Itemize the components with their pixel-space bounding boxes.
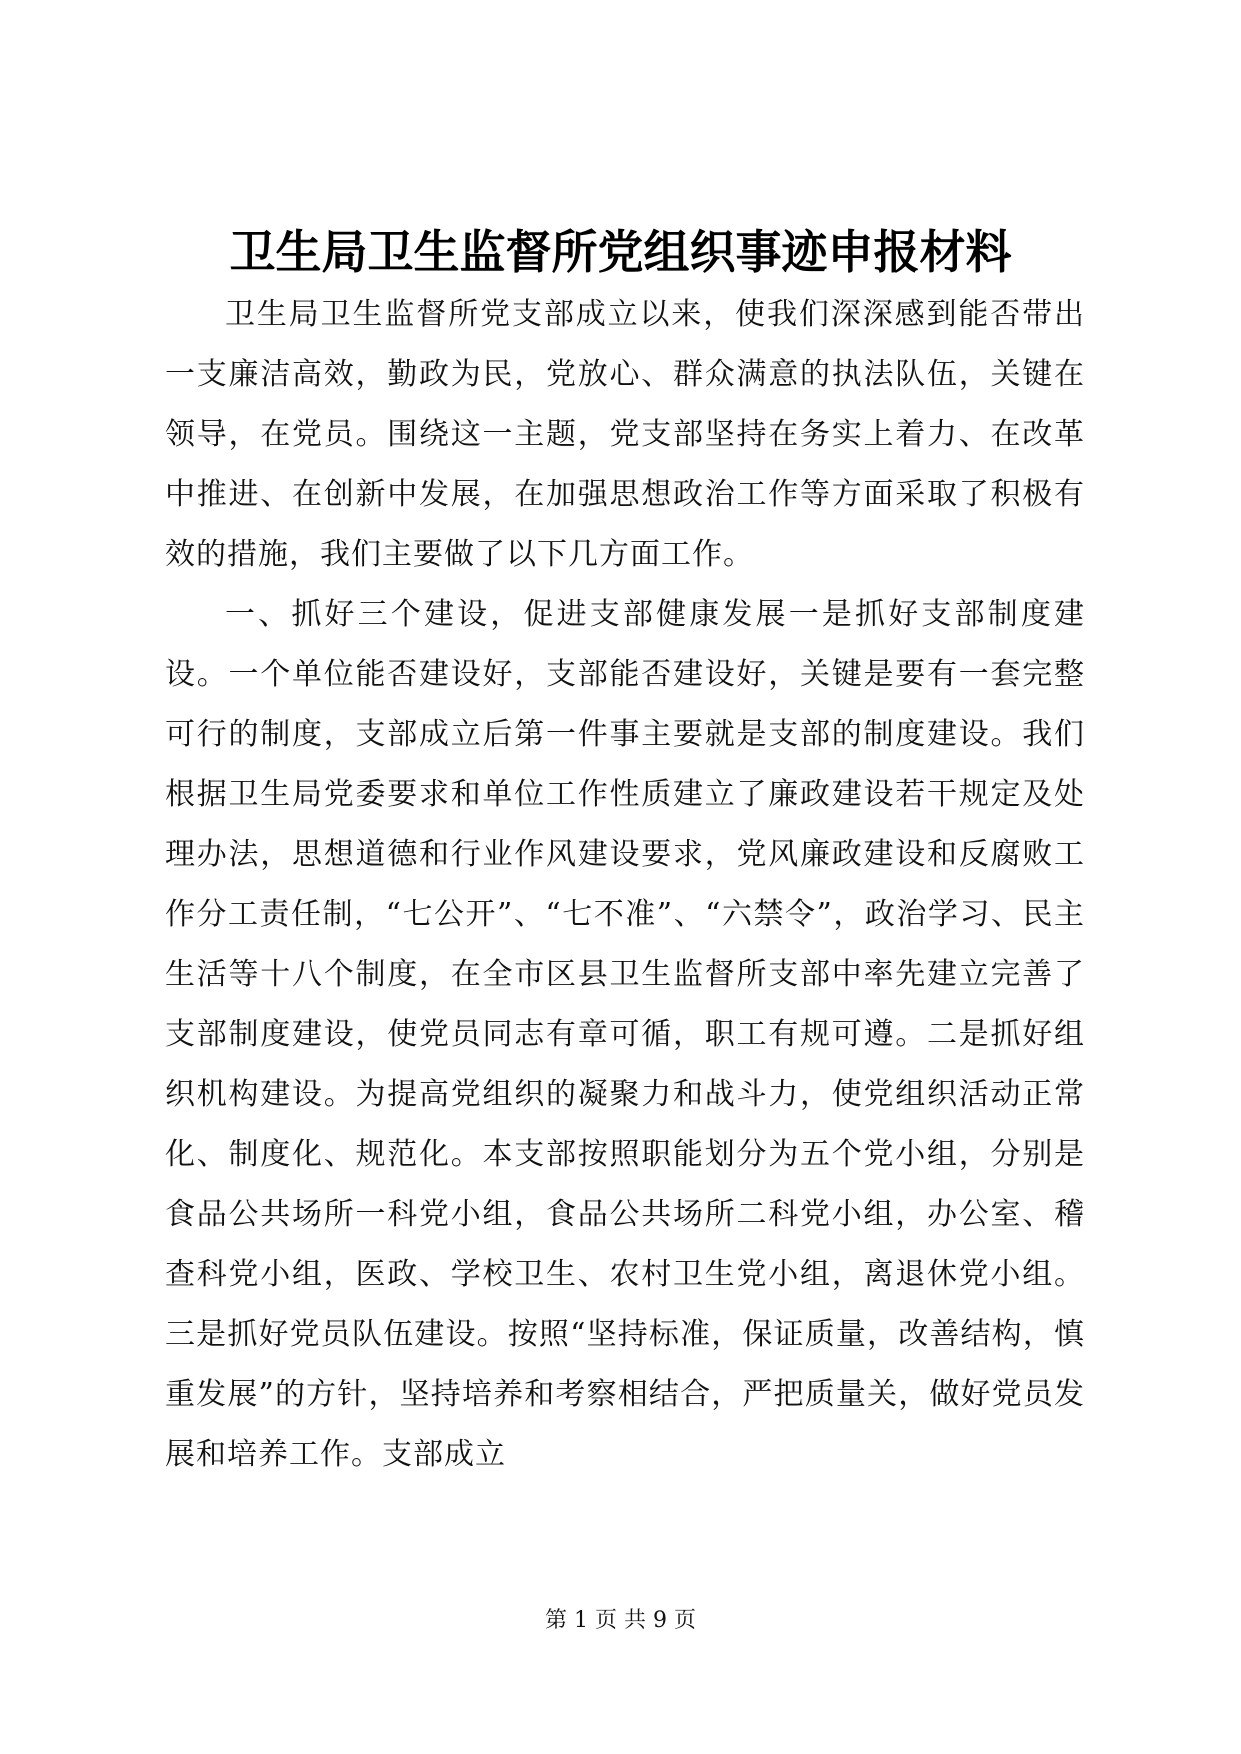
page-footer: 第 1 页 共 9 页 [545,1608,696,1633]
paragraph-intro: 卫生局卫生监督所党支部成立以来，使我们深深感到能否带出一支廉洁高效，勤政为民，党放心、群众满意的执法队伍，关键在领导，在党员。围绕这一主题，党支部坚持在务实上着力、在改革中推进、在创新中发展，在加强思想政治工作等方面采取了积极有效的措施，我们主要做了以下几方面工作。 [165,297,1085,572]
document-title: 卫生局卫生监督所党组织事迹申报材料 [229,225,1012,279]
document-body [165,285,1085,1485]
paragraph-section-one: 一、抓好三个建设，促进支部健康发展一是抓好支部制度建设。一个单位能否建设好，支部能否建设好，关键是要有一套完整可行的制度，支部成立后第一件事主要就是支部的制度建设。我们根据卫生局党委要求和单位工作性质建立了廉政建设若干规定及处理办法，思想道德和行业作风建设要求，党风廉政建设和反腐败工作分工责任制，“七公开”、“七不准”、“六禁令”，政治学习、民主生活等十八个制度，在全市区县卫生监督所支部中率先建立完善了支部制度建设，使党员同志有章可循，职工有规可遵。二是抓好组织机构建设。为提高党组织的凝聚力和战斗力，使党组织活动正常化、制度化、规范化。本支部按照职能划分为五个党小组，分别是食品公共场所一科党小组，食品公共场所二科党小组，办公室、稽查科党小组，医政、学校卫生、农村卫生党小组，离退休党小组。三是抓好党员队伍建设。按照“坚持标准，保证质量，改善结构，慎重发展”的方针，坚持培养和考察相结合，严把质量关，做好党员发展和培养工作。支部成立 [165,597,1085,1472]
